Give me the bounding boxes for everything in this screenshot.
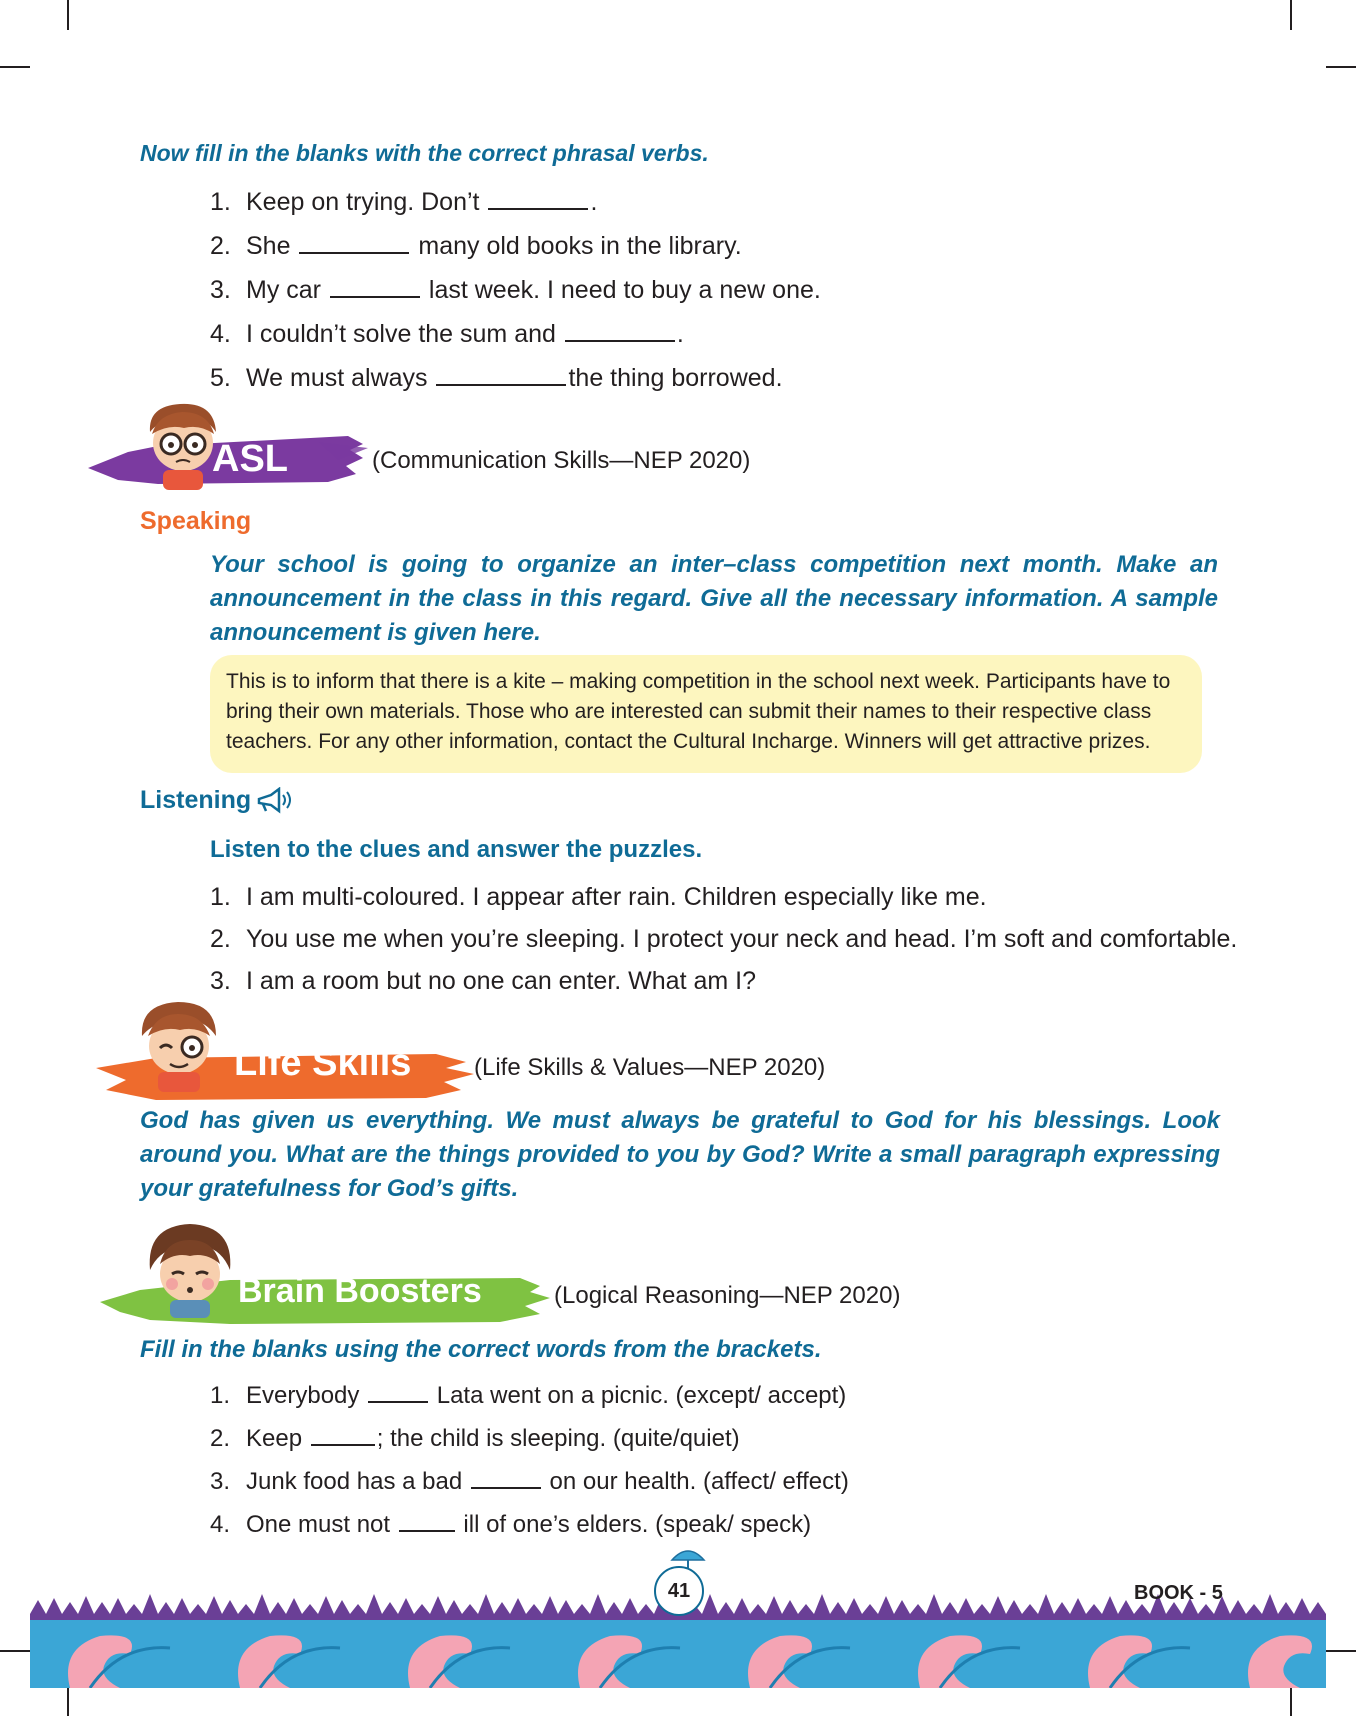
speaking-instruction: Your school is going to organize an inter–class competition next month. Make an announcement in the class in this regard. Give all the necessary information. A sample announcement is given here.	[210, 551, 1218, 646]
list-item: 2. You use me when you’re sleeping. I protect your neck and head. I’m soft and comfortable.	[210, 925, 1238, 953]
phrasal-verbs-list	[210, 180, 821, 400]
page-number-circle	[654, 1566, 704, 1616]
list-item: 1. Everybody Lata went on a picnic. (except/ accept)	[210, 1382, 847, 1409]
life-skills-badge: Life Skills	[234, 1042, 412, 1084]
listening-heading	[140, 786, 295, 815]
list-item: 3. My car last week. I need to buy a new one.	[210, 276, 821, 304]
book-label: BOOK - 5	[1134, 1582, 1223, 1604]
crop-mark	[1326, 1650, 1356, 1652]
list-item: 3. Junk food has a bad on our health. (affect/ effect)	[210, 1468, 849, 1495]
sample-line: This is to inform that there is a kite – making competition in the school next week. Participants have to	[226, 670, 1171, 693]
sample-announcement-box	[210, 655, 1202, 773]
phrasal-verbs-instruction: Now fill in the blanks with the correct phrasal verbs.	[140, 140, 709, 166]
crop-mark	[0, 1650, 30, 1652]
life-skills-paragraph: God has given us everything. We must always be grateful to God for his blessings. Look around you. What are the things provided to you by God? Write a small paragraph expressing your gratefulness for God’s gifts.	[140, 1107, 1220, 1202]
life-skills-tagline: (Life Skills & Values—NEP 2020)	[474, 1054, 826, 1081]
list-item: 5. We must always the thing borrowed.	[210, 364, 783, 392]
speaking-heading: Speaking	[140, 507, 252, 535]
crop-mark	[1290, 1686, 1292, 1716]
asl-badge: ASL	[212, 438, 288, 480]
crop-mark	[0, 66, 30, 68]
brain-boosters-badge: Brain Boosters	[238, 1272, 482, 1310]
list-item: 1. Keep on trying. Don’t .	[210, 188, 598, 216]
thinking-girl-avatar-icon	[142, 1220, 238, 1318]
list-item: 3. I am a room but no one can enter. What am I?	[210, 967, 756, 995]
crop-mark	[67, 1686, 69, 1716]
asl-tagline: (Communication Skills—NEP 2020)	[372, 447, 751, 474]
list-item: 4. One must not ill of one’s elders. (speak/ speck)	[210, 1511, 812, 1538]
megaphone-icon	[257, 787, 295, 815]
brain-boosters-tagline: (Logical Reasoning—NEP 2020)	[554, 1282, 901, 1309]
listening-label: Listening	[140, 786, 252, 814]
crop-mark	[1290, 0, 1292, 30]
list-item: 2. Keep ; the child is sleeping. (quite/quiet)	[210, 1425, 740, 1452]
sample-line: teachers. For any other information, contact the Cultural Incharge. Winners will get attractive prizes.	[226, 730, 1151, 753]
listening-instruction: Listen to the clues and answer the puzzles.	[210, 836, 703, 863]
brain-boosters-list	[210, 1374, 849, 1546]
list-item: 2. She many old books in the library.	[210, 232, 742, 260]
list-item: 4. I couldn’t solve the sum and .	[210, 320, 684, 348]
list-item: 1. I am multi-coloured. I appear after rain. Children especially like me.	[210, 883, 987, 911]
page-number: 41	[667, 1579, 691, 1602]
crop-mark	[1326, 66, 1356, 68]
sample-line: bring their own materials. Those who are interested can submit their names to their respective class	[226, 700, 1152, 723]
crop-mark	[67, 0, 69, 30]
girl-avatar-icon	[132, 996, 226, 1092]
clues-list	[210, 876, 1237, 1002]
brain-boosters-instruction: Fill in the blanks using the correct words from the brackets.	[140, 1336, 822, 1363]
